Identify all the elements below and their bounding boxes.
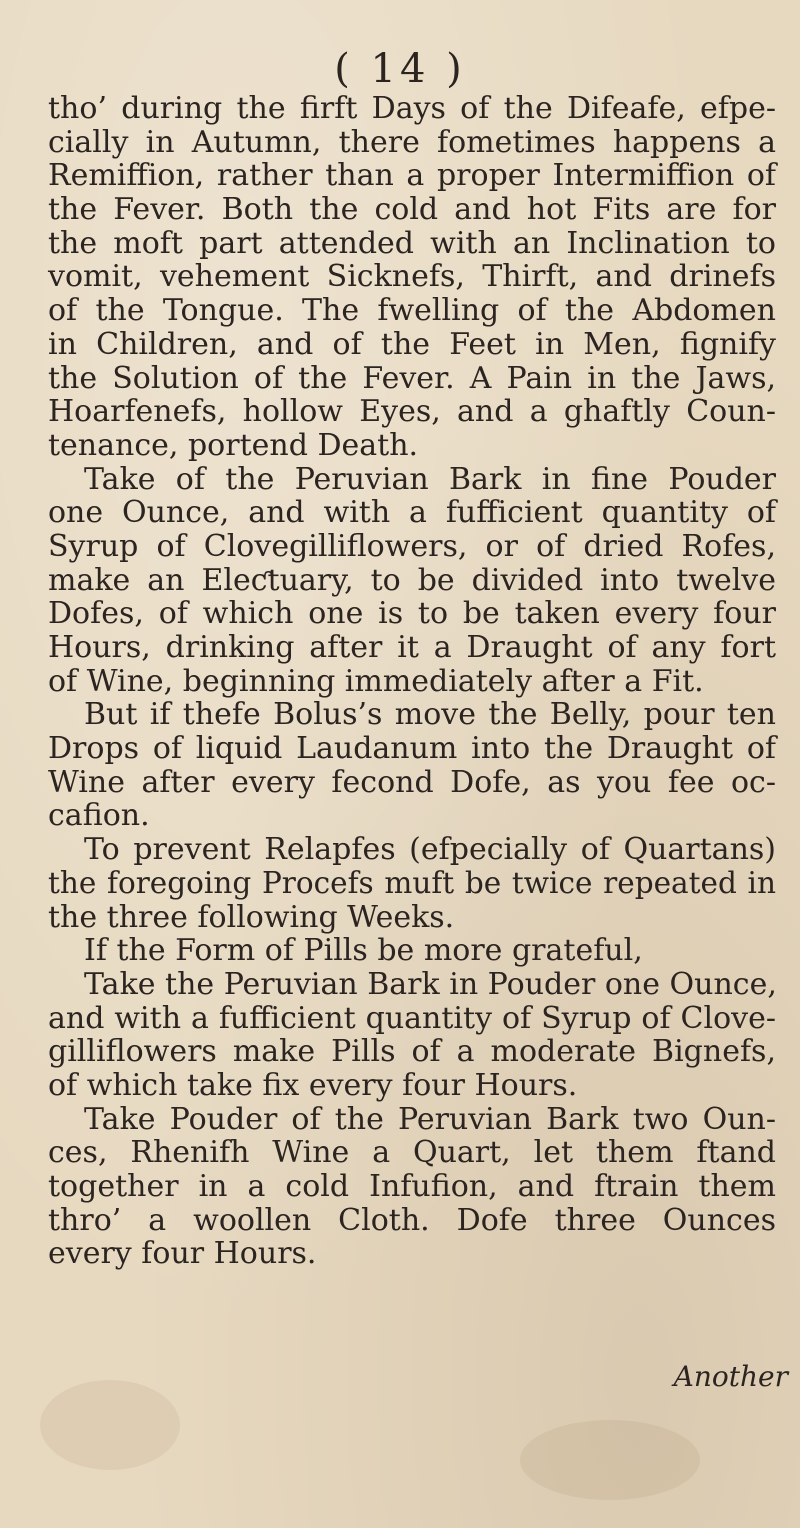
text-line: of the Tongue. The fwelling of the Abdomen (48, 293, 776, 329)
text-line: the three following Weeks. (48, 899, 455, 935)
text-line: the moft part attended with an Inclination to (48, 225, 776, 261)
text-line: Take of the Peruvian Bark in fine Pouder (84, 461, 776, 497)
text-line: the foregoing Procefs muft be twice repeated in (48, 865, 776, 900)
text-line: the Fever. Both the cold and hot Fits are for (48, 192, 776, 228)
text-line: one Ounce, and with a fufficient quantity of (48, 495, 776, 531)
text-line: vomit, vehement Sicknefs, Thirft, and drinefs (48, 259, 776, 295)
text-line: make an Eleƈtuary, to be divided into twelve (48, 562, 776, 598)
text-line: of Wine, beginning immediately after a Fit. (48, 663, 704, 699)
text-line: Drops of liquid Laudanum into the Draught of (48, 731, 776, 767)
text-line: and with a fufficient quantity of Syrup of Clove- (48, 1000, 776, 1036)
text-line: together in a cold Infufion, and ftrain them (48, 1169, 776, 1204)
text-line: Hours, drinking after it a Draught of any fort (48, 630, 776, 665)
text-line: Wine after every fecond Dofe, as you fee oc- (48, 764, 776, 800)
catchword: Another (673, 1360, 788, 1393)
paper-stain (520, 1420, 700, 1500)
text-line: Dofes, of which one is to be taken every four (48, 596, 776, 632)
text-line: of which take fix every four Hours. (48, 1067, 578, 1103)
text-line: gilliflowers make Pills of a moderate Bignefs, (48, 1034, 776, 1070)
text-line: the Solution of the Fever. A Pain in the Jaws, (48, 360, 776, 396)
text-line: tenance, portend Death. (48, 427, 419, 463)
text-line: cially in Autumn, there fometimes happens a (48, 124, 776, 160)
text-line: To prevent Relapfes (efpecially of Quartans) (84, 832, 776, 868)
text-line: Syrup of Clovegilliflowers, or of dried Rofes, (48, 528, 776, 564)
body-text (48, 92, 776, 1271)
text-line: Hoarfenefs, hollow Eyes, and a ghaftly Coun- (48, 394, 776, 430)
text-line: cafion. (48, 798, 150, 834)
text-line: ces, Rhenifh Wine a Quart, let them ftand (48, 1135, 776, 1171)
paper-stain (40, 1380, 180, 1470)
text-line: every four Hours. (48, 1236, 317, 1272)
text-line: Remiffion, rather than a proper Intermiffion of (48, 158, 776, 194)
text-line: thro’ a woollen Cloth. Dofe three Ounces (48, 1202, 776, 1238)
text-line: in Children, and of the Feet in Men, fignify (48, 326, 776, 362)
text-line: tho’ during the firft Days of the Difeafe, efpe- (48, 91, 776, 126)
text-line: If the Form of Pills be more grateful, (84, 933, 643, 969)
text-line: Take the Peruvian Bark in Pouder one Ounce, (84, 966, 777, 1002)
page-number: ( 14 ) (334, 46, 466, 92)
text-line: But if thefe Bolus’s move the Belly, pour ten (84, 697, 776, 733)
text-line: Take Pouder of the Peruvian Bark two Oun- (84, 1101, 776, 1137)
